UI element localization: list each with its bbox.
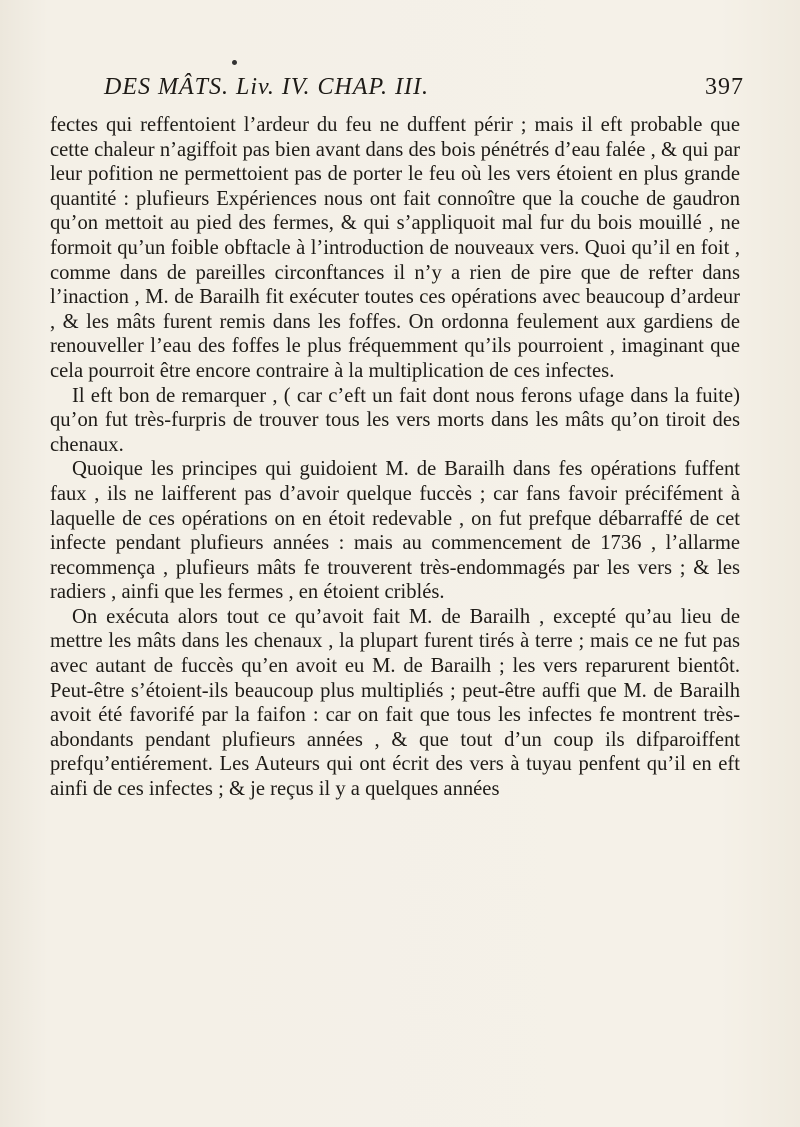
paragraph-2: Il eft bon de remarquer , ( car c’eft un fait dont nous ferons ufage dans la fuite) qu’on fut très-furpris de trouver tous les vers morts dans les mâts qu’on tiroit des chenaux. [50, 384, 740, 456]
body-text [50, 113, 740, 802]
page-number: 397 [705, 74, 744, 100]
running-header [104, 74, 744, 108]
ink-dot [232, 60, 237, 65]
running-title: DES MÂTS. Liv. IV. CHAP. III. [104, 74, 429, 100]
paragraph-1: fectes qui reffentoient l’ardeur du feu ne duffent périr ; mais il eft probable que cette chaleur n’agiffoit pas bien avant dans des bois pénétrés d’eau falée , & qui par leur pofition ne permettoient pas de porter le feu où les vers étoient en plus grande quantité : plufieurs Expériences nous ont fait connoître que la couche de gaudron qu’on mettoit au pied des fermes, & qui s’appliquoit mal fur du bois mouillé , ne formoit qu’un foible obftacle à l’introduction de nouveaux vers. Quoi qu’il en foit , comme dans de pareilles circonftances il n’y a rien de pire que de refter dans l’inaction , M. de Barailh fit exécuter toutes ces opérations avec beaucoup d’ardeur , & les mâts furent remis dans les foffes. On ordonna feulement aux gardiens de renouveller l’eau des foffes le plus fréquemment qu’ils pourroient , imaginant que cela pourroit être encore contraire à la multiplication de ces infectes. [50, 114, 740, 382]
paragraph-4: On exécuta alors tout ce qu’avoit fait M. de Barailh , excepté qu’au lieu de mettre les mâts dans les chenaux , la plupart furent tirés à terre ; mais ce ne fut pas avec autant de fuccès qu’en avoit eu M. de Barailh ; les vers reparurent bientôt. Peut-être s’étoient-ils beaucoup plus multipliés ; peut-être auffi que M. de Barailh avoit été favorifé par la faifon : car on fait que tous les infectes fe montrent très-abondants pendant plufieurs années , & que tout d’un coup ils difparoiffent prefqu’entiérement. Les Auteurs qui ont écrit des vers à tuyau penfent qu’il en eft ainfi de ces infectes ; & je reçus il y a quelques années [50, 605, 740, 801]
paragraph-3: Quoique les principes qui guidoient M. de Barailh dans fes opérations fuffent faux , ils ne laifferent pas d’avoir quelque fuccès ; car fans favoir précifément à laquelle de ces opérations on en étoit redevable , on fut prefque débarraffé de cet infecte pendant plufieurs années : mais au commencement de 1736 , l’allarme recommença , plufieurs mâts fe trouverent très-endommagés par les vers ; & les radiers , ainfi que les fermes , en étoient criblés. [50, 458, 740, 604]
